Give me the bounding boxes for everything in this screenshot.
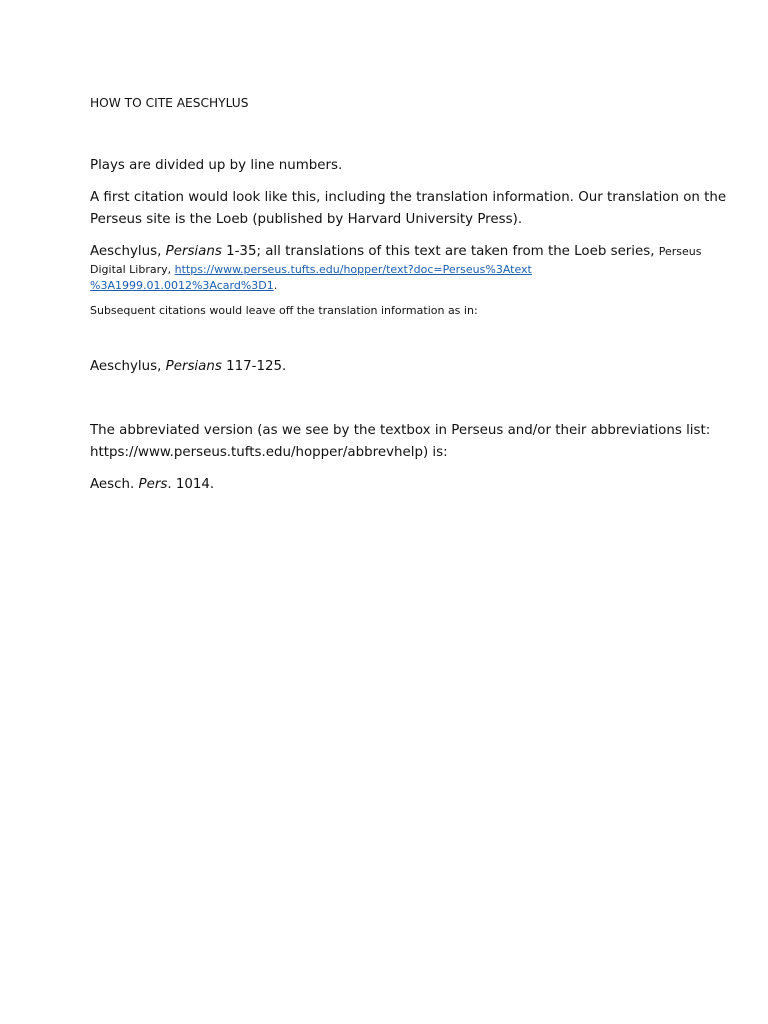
abbrev-citation-lines: . 1014. bbox=[167, 477, 215, 492]
abbreviated-citation bbox=[90, 474, 214, 496]
abbreviation-paragraph-line1: The abbreviated version (as we see by the textbox in Perseus and/or their abbreviations list: bbox=[90, 423, 711, 438]
abbreviation-paragraph-line2: https://www.perseus.tufts.edu/hopper/abbrevhelp) is: bbox=[90, 445, 448, 460]
full-citation-line1 bbox=[90, 241, 702, 263]
citation-end-period: . bbox=[273, 279, 278, 292]
perseus-text-link[interactable]: https://www.perseus.tufts.edu/hopper/text?doc=Perseus%3Atext bbox=[174, 263, 532, 276]
short-citation-lines: 117-125. bbox=[221, 359, 287, 374]
full-citation-line3 bbox=[90, 278, 277, 294]
citation-title: Persians bbox=[165, 244, 222, 259]
perseus-text-link-continued[interactable]: %3A1999.01.0012%3Acard%3D1 bbox=[90, 279, 274, 292]
subsequent-citation-note: Subsequent citations would leave off the translation information as in: bbox=[90, 304, 478, 317]
abbrev-citation-author: Aesch. bbox=[90, 477, 139, 492]
page-title: HOW TO CITE AESCHYLUS bbox=[90, 96, 249, 110]
full-citation-line2 bbox=[90, 262, 532, 278]
paragraph-first-citation-line1: A first citation would look like this, including the translation information. Our translation on the bbox=[90, 190, 727, 205]
citation-author: Aeschylus, bbox=[90, 244, 166, 259]
citation-library-part2: Digital Library, bbox=[90, 263, 175, 276]
paragraph-first-citation-line2: Perseus site is the Loeb (published by Harvard University Press). bbox=[90, 212, 523, 227]
short-citation-title: Persians bbox=[165, 359, 222, 374]
short-citation bbox=[90, 356, 286, 378]
citation-library-part1: Perseus bbox=[658, 245, 702, 258]
paragraph-line-numbers: Plays are divided up by line numbers. bbox=[90, 158, 343, 173]
citation-rest: 1-35; all translations of this text are taken from the Loeb series, bbox=[221, 244, 659, 259]
abbrev-citation-title: Pers bbox=[138, 477, 168, 492]
short-citation-author: Aeschylus, bbox=[90, 359, 166, 374]
